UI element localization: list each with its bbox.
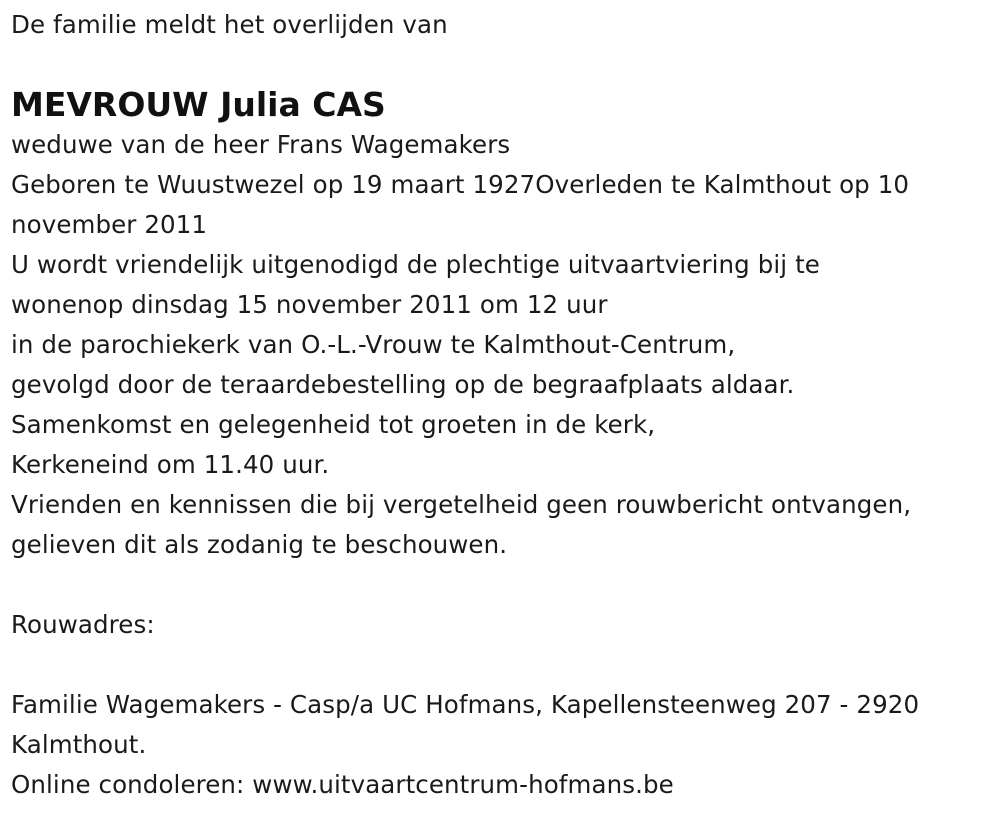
address-line: Kalmthout. [11,730,147,759]
body-line: in de parochiekerk van O.-L.-Vrouw te Kalmthout-Centrum, [11,330,736,359]
address-line: Familie Wagemakers - Casp/a UC Hofmans, Kapellensteenweg 207 - 2920 [11,690,920,719]
body-line: wonenop dinsdag 15 november 2011 om 12 uur [11,290,608,319]
online-condolence-text: Online condoleren: www.uitvaartcentrum-hofmans.be [11,770,674,799]
body-line: Geboren te Wuustwezel op 19 maart 1927Overleden te Kalmthout op 10 [11,170,910,199]
body-line: november 2011 [11,210,208,239]
body-line: Samenkomst en gelegenheid tot groeten in de kerk, [11,410,656,439]
spacer [11,45,986,85]
deceased-name: MEVROUW Julia CAS [11,85,386,124]
spacer [11,645,986,685]
body-line: Kerkeneind om 11.40 uur. [11,450,330,479]
body-line: gevolgd door de teraardebestelling op de begraafplaats aldaar. [11,370,795,399]
body-line: Vrienden en kennissen die bij vergetelheid geen rouwbericht ontvangen, [11,490,912,519]
intro-text: De familie meldt het overlijden van [11,10,448,39]
body-line: weduwe van de heer Frans Wagemakers [11,130,511,159]
body-line: U wordt vriendelijk uitgenodigd de plechtige uitvaartviering bij te [11,250,820,279]
address-label: Rouwadres: [11,610,155,639]
body-line: gelieven dit als zodanig te beschouwen. [11,530,508,559]
spacer [11,565,986,605]
obituary-notice [11,5,986,805]
